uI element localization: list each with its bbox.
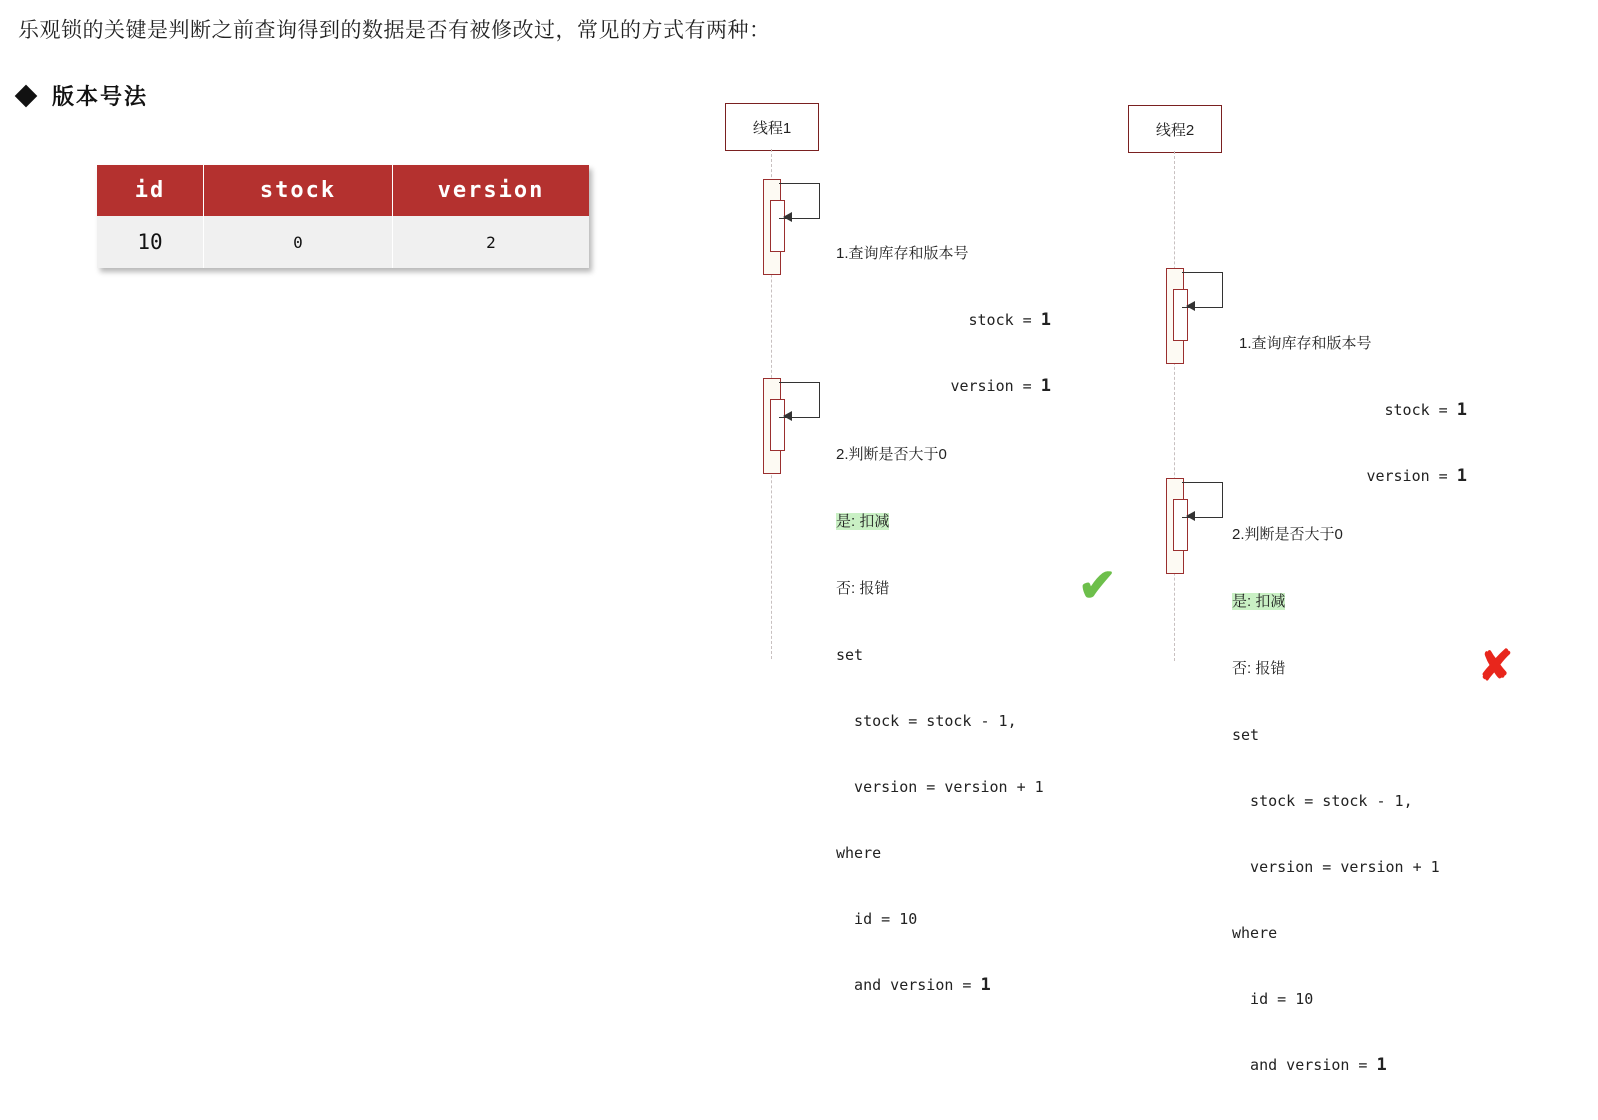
note-thread1-step1-stock-label: stock =	[968, 311, 1041, 329]
lifeline-thread2	[1174, 151, 1175, 661]
intro-paragraph: 乐观锁的关键是判断之前查询得到的数据是否有被修改过，常见的方式有两种：	[18, 19, 771, 42]
stock-table	[97, 165, 589, 268]
arrowhead-thread1-step2	[783, 411, 792, 421]
note-thread2-step2-sql-3: where	[1232, 924, 1278, 942]
arrowhead-thread1-step1	[783, 212, 792, 222]
arrowhead-thread2-step1	[1186, 301, 1195, 311]
note-thread1-step2-sql-0: set	[836, 646, 864, 664]
note-thread1-step2-sql-5: and version =	[836, 976, 981, 994]
note-thread1-step1-version-label: version =	[950, 377, 1041, 395]
note-thread1-step1-title: 1.查询库存和版本号	[836, 245, 969, 262]
actor-thread2	[1128, 105, 1222, 153]
note-thread1-step2-sql-4: id = 10	[836, 910, 918, 928]
note-thread2-step2-no-label: 否: 报错	[1232, 660, 1286, 677]
note-thread1-step2-yes-value: 扣减	[859, 513, 890, 530]
section-heading	[18, 80, 148, 111]
note-thread2-step2-yes-label: 是:	[1232, 593, 1256, 610]
actor-thread1	[725, 103, 819, 151]
table-header-version: version	[393, 165, 590, 216]
note-thread2-step1-stock-label: stock =	[1384, 401, 1457, 419]
note-thread1-step2-sql-3: where	[836, 844, 882, 862]
diamond-bullet-icon	[15, 84, 38, 107]
note-thread2-step2	[1232, 479, 1440, 1120]
note-thread2-step1-stock-value: 1	[1456, 400, 1467, 420]
cell-version: 2	[393, 216, 590, 268]
note-thread2-step2-sql-0: set	[1232, 726, 1260, 744]
note-thread2-step2-title: 2.判断是否大于0	[1232, 526, 1343, 543]
cross-mark-icon: ✘	[1478, 642, 1514, 689]
note-thread1-step2-no-label: 否: 报错	[836, 580, 890, 597]
note-thread2-step2-yes-value: 扣减	[1255, 593, 1286, 610]
section-heading-label: 版本号法	[52, 84, 149, 109]
cell-id: 10	[97, 216, 204, 268]
note-thread2-step2-sql-1: stock = stock - 1,	[1232, 792, 1413, 810]
note-thread2-step2-sql-4: id = 10	[1232, 990, 1314, 1008]
check-mark-icon: ✔	[1078, 559, 1117, 611]
note-thread1-step1-stock-value: 1	[1040, 310, 1051, 330]
note-thread2-step1-title: 1.查询库存和版本号	[1239, 335, 1372, 352]
table-row	[97, 216, 589, 268]
note-thread1-step2-title: 2.判断是否大于0	[836, 446, 947, 463]
note-thread1-step2-sql-version-value: 1	[980, 975, 991, 995]
arrowhead-thread2-step2	[1186, 511, 1195, 521]
actor-thread1-label: 线程1	[752, 119, 792, 137]
cell-stock: 0	[204, 216, 393, 268]
note-thread2-step2-sql-version-value: 1	[1376, 1055, 1387, 1075]
table-header-stock: stock	[204, 165, 393, 216]
table-header-row	[97, 165, 589, 216]
note-thread1-step2-yes-label: 是:	[836, 513, 860, 530]
note-thread1-step1-version-value: 1	[1040, 376, 1051, 396]
note-thread2-step2-sql-2: version = version + 1	[1232, 858, 1440, 876]
note-thread2-step1-version-label: version =	[1366, 467, 1457, 485]
note-thread1-step2-sql-1: stock = stock - 1,	[836, 712, 1017, 730]
note-thread1-step2	[836, 399, 1044, 1040]
table-header-id: id	[97, 165, 204, 216]
note-thread1-step2-sql-2: version = version + 1	[836, 778, 1044, 796]
note-thread2-step2-sql-5: and version =	[1232, 1056, 1377, 1074]
note-thread2-step1-version-value: 1	[1456, 466, 1467, 486]
actor-thread2-label: 线程2	[1155, 121, 1195, 139]
